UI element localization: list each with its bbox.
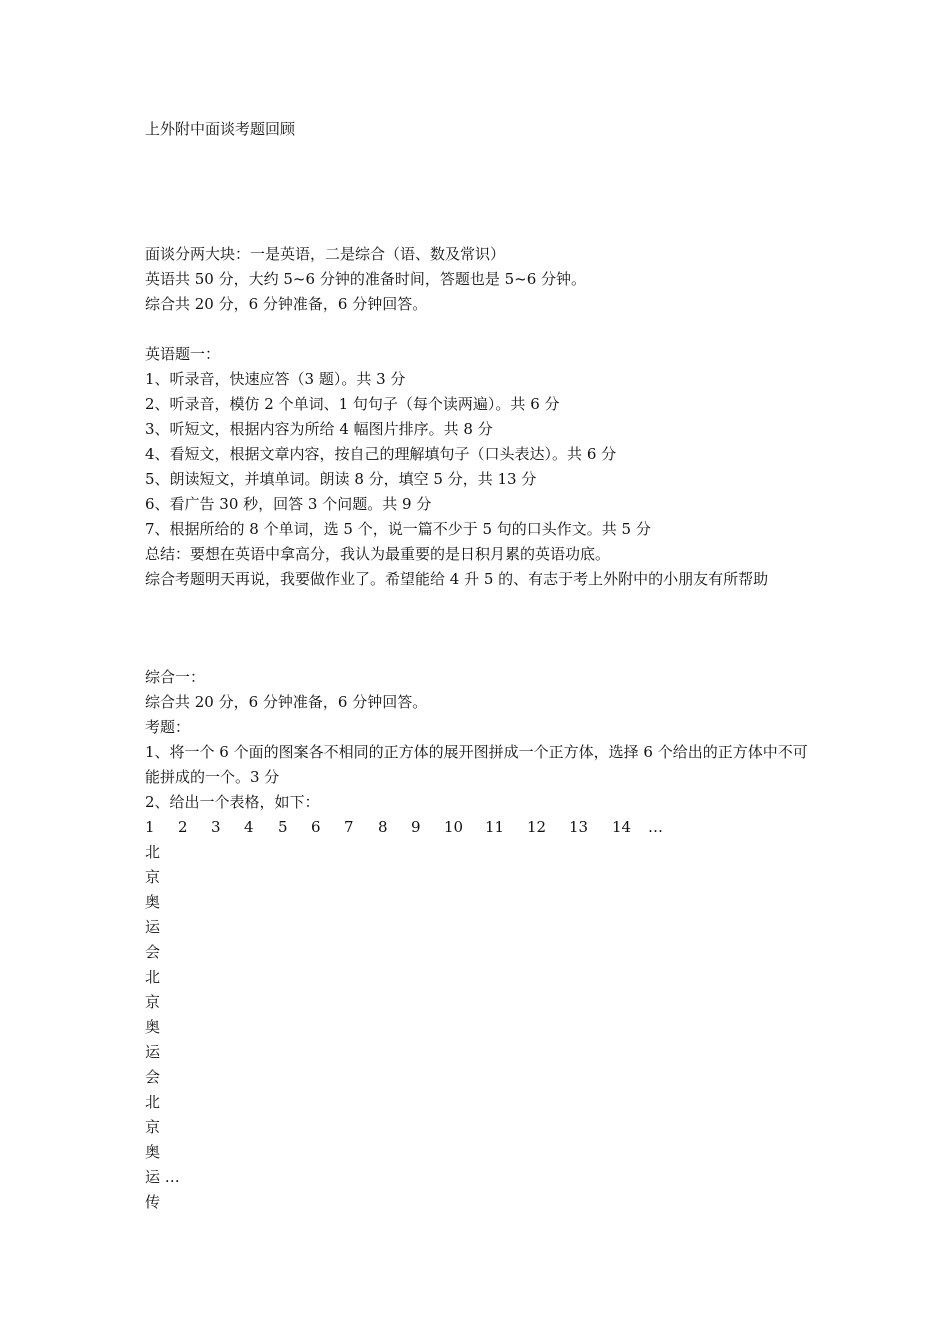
table-cell: 奥	[145, 893, 161, 911]
english-item: 6、看广告 30 秒，回答 3 个问题。共 9 分	[145, 495, 432, 513]
english-item: 7、根据所给的 8 个单词，选 5 个，说一篇不少于 5 句的口头作文。共 5 分	[145, 520, 651, 538]
intro-line: 综合共 20 分，6 分钟准备，6 分钟回答。	[145, 295, 428, 313]
intro-line: 英语共 50 分，大约 5~6 分钟的准备时间，答题也是 5~6 分钟。	[145, 270, 587, 288]
table-number: 8	[378, 818, 388, 836]
table-cell: 会	[145, 1068, 161, 1086]
table-number: 9	[411, 818, 421, 836]
table-header-row	[145, 815, 815, 840]
table-cell: 会	[145, 943, 161, 961]
table-cell: 传	[145, 1193, 161, 1211]
document-title: 上外附中面谈考题回顾	[145, 120, 296, 138]
intro-section	[145, 242, 815, 592]
table-number: 3	[211, 818, 221, 836]
english-item: 5、朗读短文，并填单词。朗读 8 分，填空 5 分，共 13 分	[145, 470, 537, 488]
table-cell: 运	[145, 918, 161, 936]
table-cell: 北	[145, 968, 161, 986]
table-cell: 北	[145, 1093, 161, 1111]
english-item: 2、听录音，模仿 2 个单词、1 句句子（每个读两遍）。共 6 分	[145, 395, 560, 413]
table-number: 1	[145, 818, 155, 836]
spacer	[145, 317, 815, 342]
table-number: 6	[311, 818, 321, 836]
english-item: 1、听录音，快速应答（3 题）。共 3 分	[145, 370, 406, 388]
table-cell: 奥	[145, 1018, 161, 1036]
english-summary: 总结：要想在英语中拿高分，我认为最重要的是日积月累的英语功底。	[145, 545, 611, 563]
question-1: 1、将一个 6 个面的图案各不相同的正方体的展开图拼成一个正方体，选择 6 个给出的正方体中不可能拼成的一个。3 分	[145, 743, 808, 786]
table-cell: 奥	[145, 1143, 161, 1161]
author-note: 综合考题明天再说，我要做作业了。希望能给 4 升 5 的、有志于考上外附中的小朋友有所帮助	[145, 570, 769, 588]
table-number: 4	[244, 818, 254, 836]
intro-line: 面谈分两大块：一是英语，二是综合（语、数及常识）	[145, 245, 506, 263]
table-cell: 运	[145, 1043, 161, 1061]
english-heading: 英语题一：	[145, 345, 221, 363]
table-number: …	[648, 818, 663, 836]
table-cell: 京	[145, 993, 161, 1011]
table-number: 2	[178, 818, 188, 836]
table-cell: 运 …	[145, 1168, 180, 1186]
table-cell: 北	[145, 843, 161, 861]
table-number: 12	[527, 818, 547, 836]
table-number: 5	[278, 818, 288, 836]
comprehensive-info: 综合共 20 分，6 分钟准备，6 分钟回答。	[145, 693, 428, 711]
table-number: 7	[344, 818, 354, 836]
comprehensive-heading: 综合一：	[145, 668, 206, 686]
table-cell: 京	[145, 868, 161, 886]
table-number: 14	[612, 818, 632, 836]
table-number: 10	[444, 818, 464, 836]
table-number: 11	[485, 818, 505, 836]
table-first-column	[145, 840, 815, 1215]
question-2: 2、给出一个表格，如下：	[145, 793, 320, 811]
table-cell: 京	[145, 1118, 161, 1136]
comprehensive-section	[145, 665, 815, 1215]
english-item: 4、看短文，根据文章内容，按自己的理解填句子（口头表达）。共 6 分	[145, 445, 617, 463]
questions-label: 考题：	[145, 718, 191, 736]
table-number: 13	[569, 818, 589, 836]
english-item: 3、听短文，根据内容为所给 4 幅图片排序。共 8 分	[145, 420, 493, 438]
